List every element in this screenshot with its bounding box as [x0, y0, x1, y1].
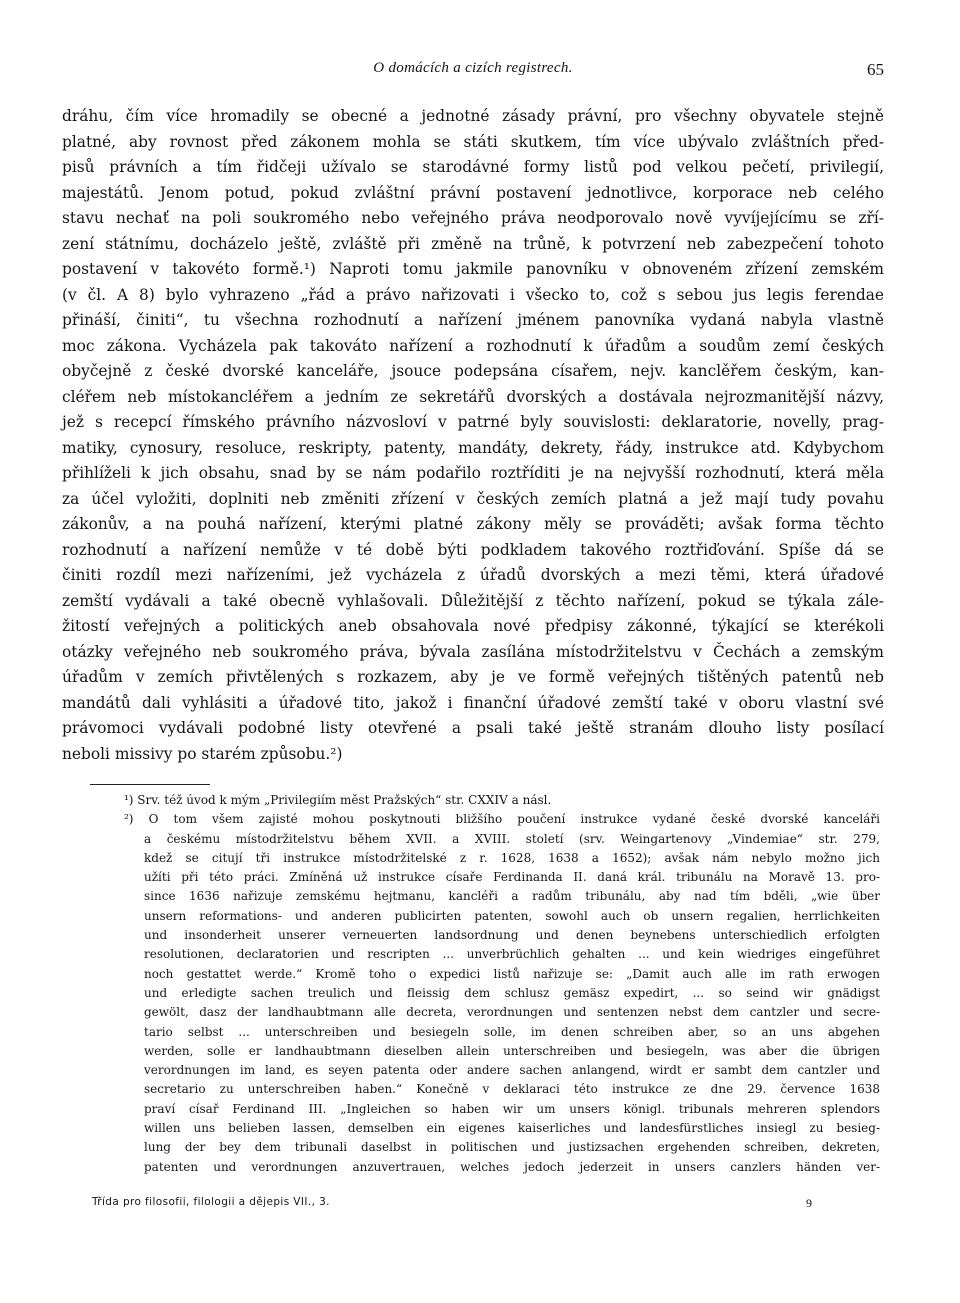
footnote-2: ²) O tom všem zajisté mohou poskytnouti bližšího poučení instrukce vydané české dvorské kanceláři [124, 812, 880, 827]
text-line: (v čl. A 8) bylo vyhrazeno „řád a právo nařizovati i všecko to, což s sebou jus legis ferendae [62, 285, 884, 304]
page-header [62, 58, 884, 88]
footnote-line: resolutionen, declaratorien und rescripten ... unverbrüchlich gehalten ... und kein wiedriges eingeführet [144, 947, 880, 962]
footnote-line: tario selbst ... unterschreiben und besiegeln solle, im denen schreiben aber, so an uns abgehen [144, 1024, 880, 1039]
footnote-line: since 1636 nařizuje zemskému hejtmanu, kancléři a radům tribunálu, aby nad tím bděli, „wie über [144, 889, 880, 904]
footnote-line: unsern reformations- und anderen publicirten patenten, sowohl auch ob unsern regalien, herrlichkeiten [144, 908, 880, 923]
text-line: matiky, cynosury, resoluce, reskripty, patenty, mandáty, dekrety, řády, instrukce atd. Kdybychom [62, 438, 884, 457]
text-line: zemští vydávali a také obecně vyhlašovali. Důležitější z těchto nařízení, pokud se týkala zále- [62, 591, 884, 610]
footnotes [92, 791, 880, 1177]
footnote-rule [90, 784, 210, 785]
text-line: dráhu, čím více hromadily se obecné a jednotné zásady právní, pro všechny obyvatele stejně [62, 107, 884, 125]
text-line: rozhodnutí a nařízení nemůže v té době býti podkladem takového roztřiďování. Spíše dá se [62, 540, 884, 559]
text-line: žitostí veřejných a politických aneb obsahovala nové předpisy zákonné, týkající se kterékoli [62, 617, 884, 635]
footnote-line: und insonderheit unserer verneuerten landsordnung und denen beynebens unterschiedlich erfolgten [144, 928, 880, 943]
footnote-line: kdež se citují tři instrukce místodržitelské z r. 1628, 1638 a 1652); avšak nám nebylo možno jich [144, 850, 880, 865]
printer-signature: Třída pro filosofii, filologii a dějepis VII., 3. [92, 1196, 330, 1208]
main-text [62, 104, 884, 767]
text-line: právomoci vydávali podobné listy otevřené a psali také ještě stranám dlouho listy posílací [62, 719, 884, 737]
footnote-line: verordnungen im land, es seyen patenta oder andere sachen anlangend, wirdt er sambt dem cantzler und [144, 1063, 880, 1078]
text-line: otázky veřejného neb soukromého práva, bývala zasílána místodržitelstvu v Čechách a zemským [62, 642, 884, 661]
footnote-line: patenten und verordnungen anzuvertrauen, welches jedoch jederzeit in unsers canzlers händen ver- [144, 1159, 880, 1174]
text-line: neboli missivy po starém způsobu.²) [62, 744, 343, 763]
page-number: 65 [867, 60, 884, 79]
footnote-line: willen uns belieben lassen, demselben ein eigenes kaiserliches und landesfürstliches insiegl zu besieg- [144, 1121, 880, 1136]
footnote-line: werden, solle er landhaubtmann dieselben allein unterschreiben und besiegeln, was aber die übrigen [144, 1043, 880, 1058]
text-line: přihlíželi k jich obsahu, snad by se nám podařilo roztříditi je na nejvyšší rozhodnutí, která měla [62, 464, 884, 482]
text-line: mandátů dali vyhlásiti a úřadové tito, jakož i finanční úřadové zemští také v oboru vlastní své [62, 693, 884, 712]
text-line: zení státnímu, docházelo ještě, zvláště při změně na trůně, k potvrzení neb zabezpečení tohoto [62, 234, 884, 253]
footnote-line: noch gestattet werde.“ Kromě toho o expedici listů nařizuje se: „Damit auch alle im rath erwogen [144, 966, 880, 981]
text-line: cléřem neb místokancléřem a jedním ze sekretářů dvorských a dostávala nejrozmanitější názvy, [62, 387, 884, 406]
text-line: postavení v takovéto formě.¹) Naproti tomu jakmile panovníku v obnoveném zřízení zemském [62, 260, 884, 278]
text-line: jež s recepcí římského právního názvosloví v patrné byly souvislosti: deklaratorie, novelly, prag- [62, 413, 884, 431]
footnote-1: ¹) Srv. též úvod k mým „Privilegiím měst Pražských“ str. CXXIV a násl. [124, 793, 552, 807]
sheet-number: 9 [806, 1196, 812, 1210]
running-title: O domácích a cizích registrech. [373, 60, 573, 76]
text-line: obyčejně z české dvorské kanceláře, jsouce podepsána císařem, nejv. kanclěřem českým, kan- [62, 362, 884, 380]
text-line: stavu nechať na poli soukromého nebo veřejného práva neodporovalo nově vyvíjejícímu se zří- [62, 209, 884, 227]
footnote-line: und erledigte sachen treulich und fleissig dem schlusz gemäsz expedirt, ... so seind wir gnädigst [144, 985, 880, 1000]
text-line: moc zákona. Vycházela pak takováto nařízení a rozhodnutí k úřadům a soudům zemí českých [62, 336, 884, 355]
text-line: majestátů. Jenom potud, pokud zvláštní právní postavení jednotlivce, korporace neb celého [62, 183, 884, 202]
text-line: pisů právních a tím řidčeji užívalo se starodávné formy listů pod velkou pečetí, privilegií, [62, 158, 884, 176]
page-footer [92, 1196, 812, 1218]
text-line: platné, aby rovnost před zákonem mohla se státi skutkem, tím více ubývalo zvláštních před- [62, 132, 884, 151]
text-line: přináší, činiti“, tu všechna rozhodnutí a nařízení jménem panovníka vydaná nabyla vlastně [62, 311, 884, 329]
footnote-line: lung der bey dem tribunali daselbst in politischen und justizsachen ergehenden schreiben, dekreten, [144, 1140, 880, 1155]
text-line: úřadům v zemích přivtělených s rozkazem, aby je ve formě veřejných tištěných patentů neb [62, 668, 884, 686]
footnote-line: gewölt, dasz der landhaubtmann alle decreta, verordnungen und sentenzen nebst dem cantzler und secre- [144, 1005, 880, 1020]
text-line: zákonův, a na pouhá nařízení, kterými platné zákony měly se prováděti; avšak forma těchto [62, 515, 884, 533]
footnote-line: secretario zu unterschreiben haben.“ Konečně v deklaraci této instrukce ze dne 29. července 1638 [144, 1082, 880, 1097]
text-line: činiti rozdíl mezi nařízeními, jež vycházela z úřadů dvorských a mezi těmi, která úřadové [62, 566, 884, 584]
footnote-line: praví císař Ferdinand III. „Ingleichen so haben wir um unsers königl. tribunals mehreren splendors [144, 1101, 880, 1116]
footnote-line: užíti při této práci. Zmíněná už instrukce císaře Ferdinanda II. daná král. tribunálu na Moravě 13. pro- [144, 870, 880, 885]
text-line: za účel vyložiti, doplniti neb změniti zřízení v českých zemích platná a jež mají tudy povahu [62, 489, 884, 508]
footnote-line: a českému místodržitelstvu během XVII. a XVIII. století (srv. Weingartenovy „Vindemiae“ str. 279, [144, 831, 880, 846]
